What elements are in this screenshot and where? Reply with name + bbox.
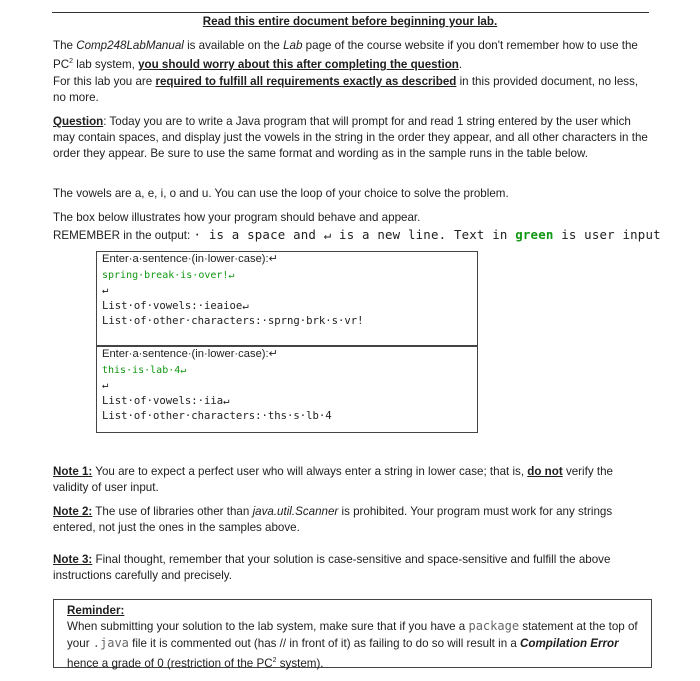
sample-prompt: Enter·a·sentence·(in·lower·case):↵ xyxy=(102,348,279,360)
legend-text: is user input xyxy=(553,227,661,242)
reminder-text xyxy=(67,618,647,672)
intro-text: page of the course website if you don't remember how to use the PC xyxy=(53,39,638,71)
top-divider xyxy=(52,12,649,13)
requirements-text: For this lab you are xyxy=(53,75,156,88)
vowels-paragraph: The vowels are a, e, i, o and u. You can use the loop of your choice to solve the problem. xyxy=(53,187,509,200)
note-label: Note 2: xyxy=(53,505,93,518)
superscript: 2 xyxy=(69,58,74,65)
note-text: is prohibited. Your program must work for any strings entered, not just the ones in the samples above. xyxy=(53,505,613,534)
sample-prompt: Enter·a·sentence·(in·lower·case):↵ xyxy=(102,253,279,265)
intro-text: is available on the xyxy=(183,39,284,52)
scanner-library: java.util.Scanner xyxy=(252,505,339,518)
note-3 xyxy=(53,552,648,584)
sample-vowels-output: List·of·vowels:·iia↵ xyxy=(102,394,230,407)
requirements-emphasis: required to fulfill all requirements exactly as described xyxy=(155,75,457,88)
box-intro-paragraph: The box below illustrates how your program should behave and appear. xyxy=(53,211,421,224)
question-paragraph xyxy=(53,114,648,162)
compilation-error: Compilation Error xyxy=(520,637,619,650)
reminder-label-text: Reminder: xyxy=(67,604,125,617)
newline-symbol: ↵ xyxy=(323,227,332,242)
java-extension: .java xyxy=(92,636,129,650)
reminder-text-part: When submitting your solution to the lab system, make sure that if you have a xyxy=(67,620,469,633)
note-label: Note 3: xyxy=(53,553,93,566)
reminder-box xyxy=(53,599,652,668)
lab-manual-name: Comp248LabManual xyxy=(76,39,184,52)
intro-text: lab system, xyxy=(73,57,139,71)
reminder-text-part: system). xyxy=(276,656,324,670)
requirements-paragraph xyxy=(53,74,648,106)
note-1 xyxy=(53,464,648,496)
question-label: Question xyxy=(53,115,104,128)
legend-prefix: REMEMBER in the output: xyxy=(53,229,194,242)
sample-run-1 xyxy=(96,251,478,346)
sample-vowels-output: List·of·vowels:·ieaioe↵ xyxy=(102,299,249,312)
sample-user-input: this·is·lab·4↵ xyxy=(102,364,187,376)
reminder-text-part: hence a grade of 0 (restriction of the PC xyxy=(67,656,273,670)
intro-paragraph xyxy=(53,38,648,73)
lab-page-name: Lab xyxy=(283,39,303,52)
legend-text: is a new line. Text in xyxy=(331,227,516,242)
green-word: green xyxy=(515,227,554,242)
note-text: The use of libraries other than xyxy=(92,505,253,518)
sample-user-input: spring·break·is·over!↵ xyxy=(102,269,235,281)
note-text: You are to expect a perfect user who will always enter a string in lower case; that is, xyxy=(92,465,528,478)
sample-others-output: List·of·other·characters:·sprng·brk·s·vr! xyxy=(102,315,364,327)
note-label: Note 1: xyxy=(53,465,93,478)
reminder-label xyxy=(67,602,647,619)
package-keyword: package xyxy=(468,619,520,633)
intro-text: . xyxy=(458,57,463,71)
sample-blank-line: ↵ xyxy=(102,379,109,391)
reminder-text-part: statement at the top of your xyxy=(67,620,638,650)
note-2 xyxy=(53,504,648,536)
superscript: 2 xyxy=(272,657,277,664)
sample-others-output: List·of·other·characters:·ths·s·lb·4 xyxy=(102,410,332,422)
question-text: : Today you are to write a Java program that will prompt for and read 1 string entered by the user which may contain spaces, and display just the vowels in the string in the order they appear, and all other characters in the order they appear. Be sure to use the same format and wording as in the sample runs in the table below. xyxy=(53,115,648,160)
note-text: Final thought, remember that your solution is case-sensitive and space-sensitive and fulfill the above instructions carefully and precisely. xyxy=(53,553,611,582)
sample-run-2 xyxy=(96,346,478,433)
note-emphasis: do not xyxy=(527,465,563,478)
intro-text: The xyxy=(53,39,77,52)
legend-line xyxy=(53,227,661,242)
worry-warning: you should worry about this after completing the question xyxy=(138,57,459,71)
page-title: Read this entire document before beginning your lab. xyxy=(202,15,498,28)
space-symbol: · xyxy=(193,227,202,242)
sample-blank-line: ↵ xyxy=(102,284,109,296)
legend-text: is a space and xyxy=(201,227,324,242)
reminder-text-part: file it is commented out (has // in front of it) as failing to do so will result in a xyxy=(128,637,521,650)
note-text: verify the validity of user input. xyxy=(53,465,613,494)
requirements-text: in this provided document, no less, no more. xyxy=(53,75,639,104)
